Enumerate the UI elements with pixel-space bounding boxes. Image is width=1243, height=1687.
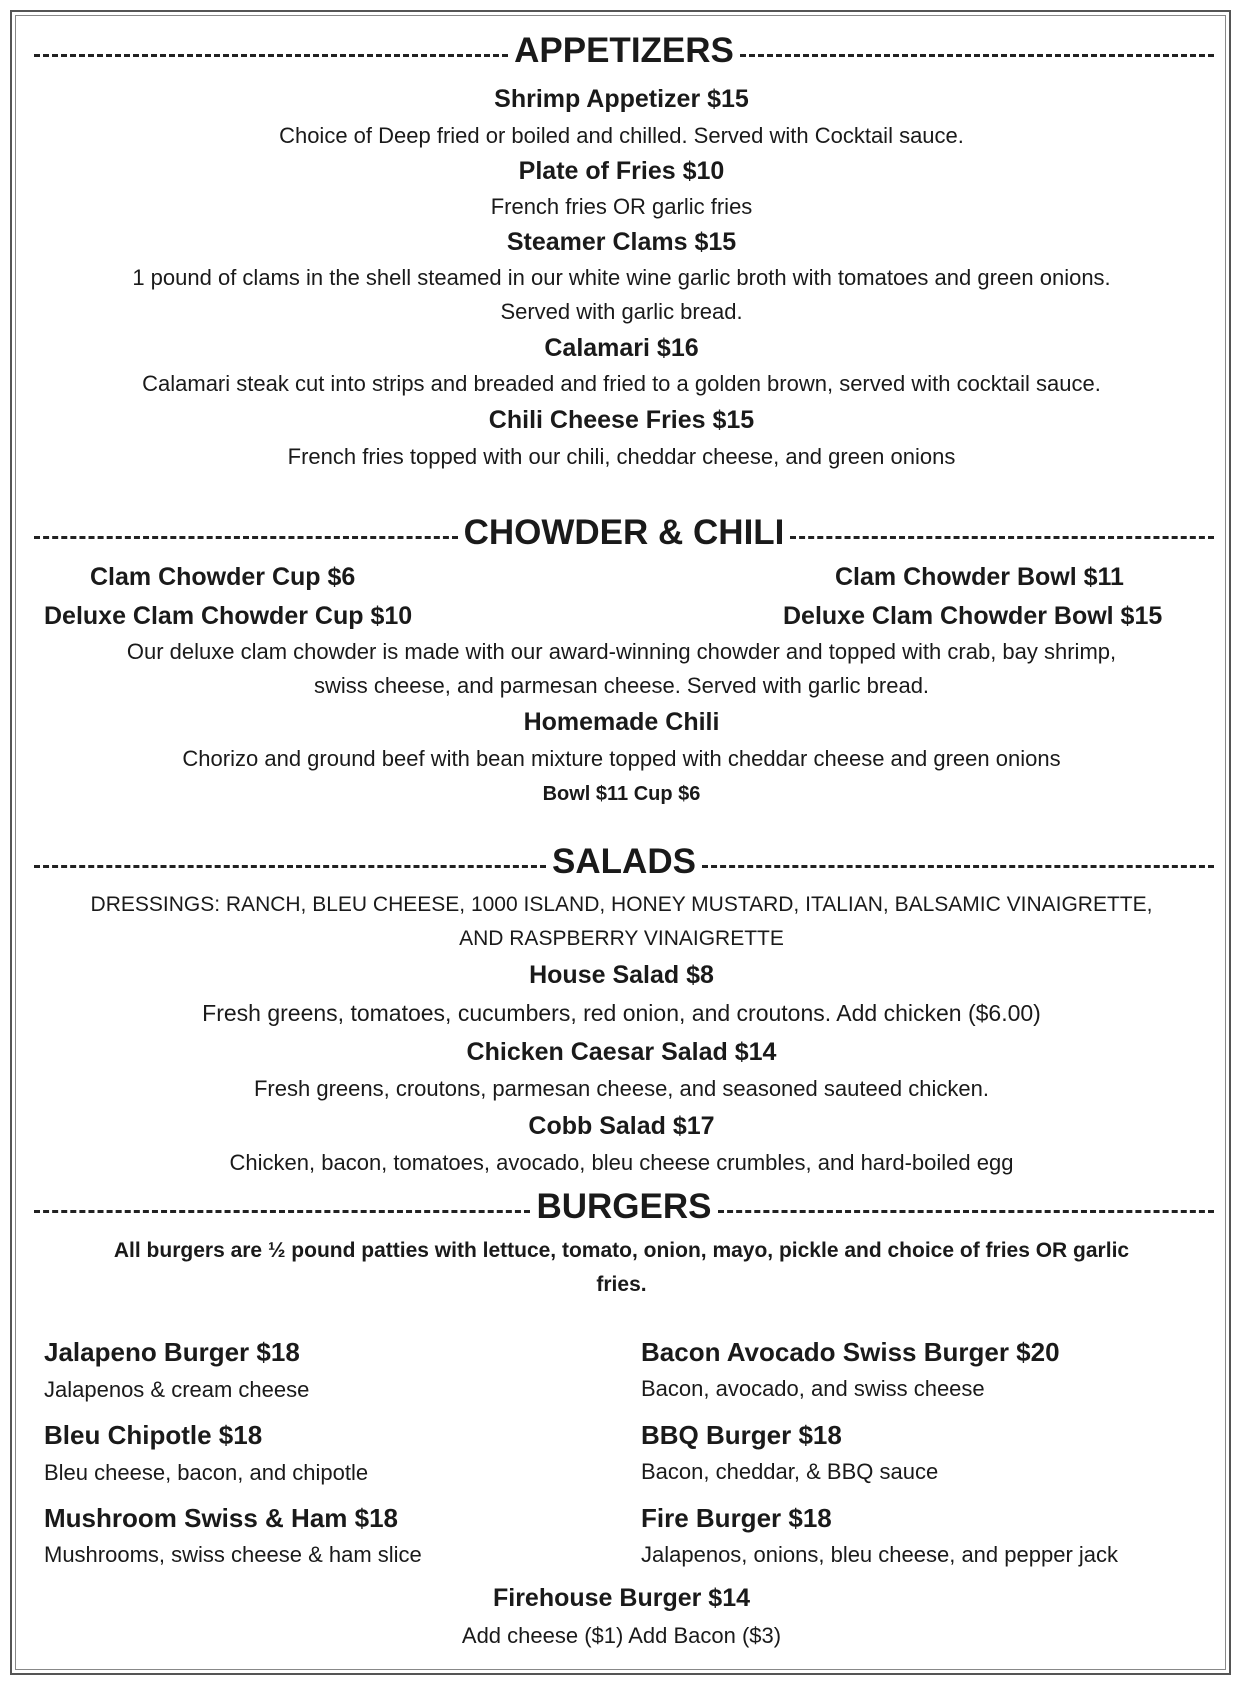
homemade-chili-title: Homemade Chili	[523, 708, 720, 736]
menu-item-desc: French fries OR garlic fries	[490, 194, 753, 219]
chowder-heading: CHOWDER & CHILI	[463, 513, 785, 552]
burger-desc: Jalapenos, onions, bleu cheese, and pepper jack	[641, 1542, 1119, 1567]
menu-item-title: Cobb Salad $17	[528, 1112, 715, 1140]
salad-dressings-2: AND RASPBERRY VINAIGRETTE	[459, 927, 784, 950]
burger-desc: Bacon, avocado, and swiss cheese	[641, 1376, 985, 1401]
menu-item-desc: Choice of Deep fried or boiled and chilled. Served with Cocktail sauce.	[279, 123, 964, 148]
divider-left	[34, 1210, 530, 1213]
homemade-chili-desc: Chorizo and ground beef with bean mixture topped with cheddar cheese and green onions	[182, 746, 1061, 771]
burger-title: Bacon Avocado Swiss Burger $20	[641, 1337, 1060, 1367]
menu-item-desc: Chicken, bacon, tomatoes, avocado, bleu cheese crumbles, and hard-boiled egg	[229, 1150, 1014, 1175]
divider-right	[790, 536, 1214, 539]
deluxe-chowder-desc-2: swiss cheese, and parmesan cheese. Served with garlic bread.	[313, 673, 930, 698]
burger-desc: Mushrooms, swiss cheese & ham slice	[44, 1542, 422, 1567]
burgers-note: All burgers are ½ pound patties with lettuce, tomato, onion, mayo, pickle and choice of fries OR garlic	[113, 1239, 1130, 1262]
clam-chowder-bowl: Clam Chowder Bowl $11	[835, 563, 1124, 591]
clam-chowder-cup: Clam Chowder Cup $6	[90, 563, 356, 591]
salad-dressings: DRESSINGS: RANCH, BLEU CHEESE, 1000 ISLAND, HONEY MUSTARD, ITALIAN, BALSAMIC VINAIGRETTE,	[90, 893, 1153, 916]
appetizers-section-header	[34, 29, 1214, 73]
deluxe-clam-chowder-bowl: Deluxe Clam Chowder Bowl $15	[783, 602, 1163, 630]
salads-heading: SALADS	[552, 842, 696, 881]
menu-item-desc: Fresh greens, croutons, parmesan cheese, and seasoned sauteed chicken.	[253, 1076, 989, 1101]
divider-left	[34, 536, 458, 539]
burger-desc: Jalapenos & cream cheese	[44, 1377, 310, 1402]
firehouse-burger-title: Firehouse Burger $14	[492, 1584, 751, 1612]
menu-item-desc: 1 pound of clams in the shell steamed in our white wine garlic broth with tomatoes and green onions.	[132, 265, 1111, 290]
burger-desc: Bleu cheese, bacon, and chipotle	[44, 1460, 369, 1485]
homemade-chili-prices: Bowl $11 Cup $6	[542, 783, 701, 805]
menu-item-title: Calamari $16	[544, 334, 699, 362]
firehouse-burger-desc: Add cheese ($1) Add Bacon ($3)	[461, 1623, 782, 1648]
menu-item-desc: French fries topped with our chili, cheddar cheese, and green onions	[287, 444, 956, 469]
burger-title: Bleu Chipotle $18	[44, 1420, 263, 1450]
menu-item-desc: Fresh greens, tomatoes, cucumbers, red onion, and croutons. Add chicken ($6.00)	[202, 1000, 1041, 1026]
menu-item-title: House Salad $8	[529, 961, 714, 989]
divider-right	[718, 1210, 1214, 1213]
burger-desc: Bacon, cheddar, & BBQ sauce	[641, 1459, 939, 1484]
burger-title: Mushroom Swiss & Ham $18	[44, 1503, 398, 1533]
salads-section-header	[34, 840, 1214, 884]
burgers-section-header	[34, 1185, 1214, 1229]
menu-item-desc: Calamari steak cut into strips and breaded and fried to a golden brown, served with cocktail sauce.	[142, 371, 1101, 396]
divider-right	[740, 54, 1214, 57]
appetizers-heading: APPETIZERS	[514, 31, 734, 70]
menu-item-title: Plate of Fries $10	[518, 157, 725, 185]
divider-left	[34, 54, 508, 57]
divider-left	[34, 865, 546, 868]
deluxe-clam-chowder-cup: Deluxe Clam Chowder Cup $10	[44, 602, 413, 630]
menu-item-title: Chili Cheese Fries $15	[488, 406, 755, 434]
chowder-section-header	[34, 511, 1214, 555]
menu-item-title: Steamer Clams $15	[506, 228, 737, 256]
deluxe-chowder-desc: Our deluxe clam chowder is made with our award-winning chowder and topped with crab, bay shrimp,	[126, 639, 1117, 664]
burgers-heading: BURGERS	[536, 1187, 712, 1226]
burger-title: Fire Burger $18	[641, 1503, 832, 1533]
divider-right	[702, 865, 1214, 868]
menu-item-title: Shrimp Appetizer $15	[494, 85, 749, 113]
burgers-note-2: fries.	[596, 1273, 647, 1296]
menu-item-desc-2: Served with garlic bread.	[500, 299, 743, 324]
burger-title: Jalapeno Burger $18	[44, 1337, 300, 1367]
burger-title: BBQ Burger $18	[641, 1420, 842, 1450]
menu-item-title: Chicken Caesar Salad $14	[466, 1038, 777, 1066]
